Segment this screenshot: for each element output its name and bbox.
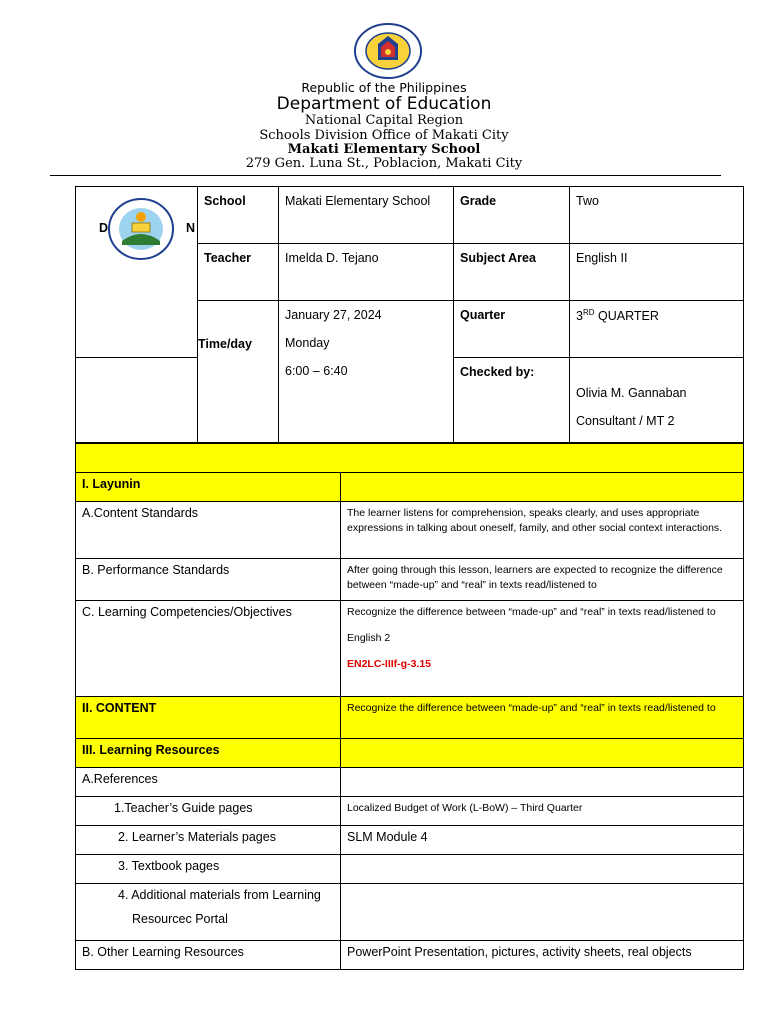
resources-value — [341, 739, 744, 768]
quarter-label: Quarter — [454, 301, 570, 358]
subject-label: Subject Area — [454, 244, 570, 301]
layunin-value — [341, 473, 744, 502]
resources-heading: III. Learning Resources — [76, 739, 341, 768]
references-value — [341, 768, 744, 797]
competencies-label: C. Learning Competencies/Objectives — [76, 601, 341, 697]
quarter-number: 3 — [576, 309, 583, 324]
content-standards-text: The learner listens for comprehension, speaks clearly, and uses appropriate expressions in talking about oneself, family, and other social context interactions. — [341, 502, 744, 559]
competencies-text: Recognize the difference between “made-up” and “real” in texts read/listened to — [347, 606, 716, 618]
school-logo-cell — [76, 187, 198, 358]
timeday-cell — [198, 301, 279, 443]
competencies-cell — [341, 601, 744, 697]
teachers-guide-value: Localized Budget of Work (L-BoW) – Third Quarter — [341, 797, 744, 826]
teacher-label: Teacher — [198, 244, 279, 301]
school-logo — [86, 193, 196, 263]
other-resources-value: PowerPoint Presentation, pictures, activity sheets, real objects — [341, 941, 744, 970]
department-title: Department of Education — [276, 94, 492, 114]
subject-value: English II — [570, 244, 744, 301]
lesson-date: January 27, 2024 — [285, 308, 382, 322]
logo-letter-left: D — [99, 221, 109, 235]
checker-cell — [570, 358, 744, 443]
learners-materials-label: 2. Learner’s Materials pages — [76, 826, 341, 855]
checker-name: Olivia M. Gannaban — [576, 386, 687, 400]
region-line: National Capital Region — [304, 113, 464, 128]
additional-materials-value — [341, 884, 744, 941]
teacher-value: Imelda D. Tejano — [279, 244, 454, 301]
lesson-info-table — [75, 186, 744, 443]
references-label: A.References — [76, 768, 341, 797]
logo-cell-bottom — [76, 358, 198, 443]
textbook-label: 3. Textbook pages — [76, 855, 341, 884]
header-divider — [50, 175, 721, 176]
division-line: Schools Division Office of Makati City — [259, 128, 509, 143]
quarter-word: QUARTER — [594, 309, 659, 324]
yellow-spacer-row — [76, 444, 744, 473]
textbook-value — [341, 855, 744, 884]
lesson-plan-table — [75, 443, 744, 970]
quarter-suffix: RD — [582, 308, 595, 317]
lesson-time: 6:00 – 6:40 — [285, 364, 348, 378]
logo-letter-right: N — [186, 221, 196, 235]
school-value: Makati Elementary School — [279, 187, 454, 244]
timeday-values — [279, 301, 454, 443]
additional-materials-cell — [76, 884, 341, 941]
performance-standards-text: After going through this lesson, learners are expected to recognize the difference between “made-up” and “real” in texts read/listened to — [341, 559, 744, 601]
deped-seal — [352, 22, 424, 80]
performance-standards-label: B. Performance Standards — [76, 559, 341, 601]
content-standards-label: A.Content Standards — [76, 502, 341, 559]
school-label: School — [198, 187, 279, 244]
grade-label: Grade — [454, 187, 570, 244]
school-name-header: Makati Elementary School — [287, 142, 481, 157]
additional-materials-label-2: Resourcec Portal — [132, 912, 228, 926]
republic-line: Republic of the Philippines — [301, 80, 467, 95]
other-resources-label: B. Other Learning Resources — [76, 941, 341, 970]
additional-materials-label-1: 4. Additional materials from Learning — [118, 888, 321, 902]
grade-value: Two — [570, 187, 744, 244]
teachers-guide-label: 1.Teacher’s Guide pages — [76, 797, 341, 826]
content-text: Recognize the difference between “made-up” and “real” in texts read/listened to — [341, 697, 744, 739]
competencies-subject: English 2 — [347, 632, 391, 644]
timeday-label: Time/day — [198, 337, 252, 351]
competency-code: EN2LC-IIIf-g-3.15 — [347, 658, 432, 670]
layunin-heading: I. Layunin — [76, 473, 341, 502]
checked-by-label: Checked by: — [454, 358, 570, 443]
learners-materials-value: SLM Module 4 — [341, 826, 744, 855]
school-address: 279 Gen. Luna St., Poblacion, Makati City — [245, 156, 523, 171]
checker-title: Consultant / MT 2 — [576, 414, 675, 428]
lesson-day: Monday — [285, 336, 330, 350]
content-heading: II. CONTENT — [76, 697, 341, 739]
quarter-value — [570, 301, 744, 358]
